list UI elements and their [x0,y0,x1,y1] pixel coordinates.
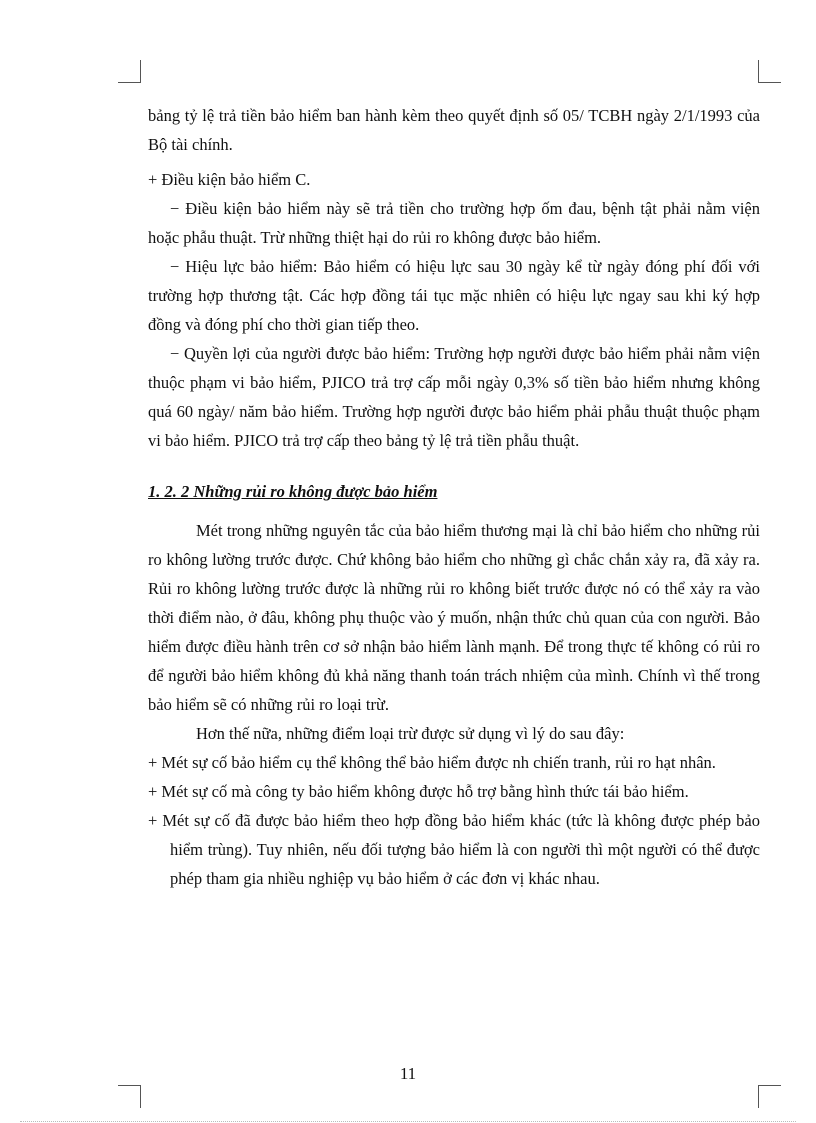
paragraph-principle: Mét trong những nguyên tắc của bảo hiểm thương mại là chỉ bảo hiểm cho những rủi ro không lường trước được. Chứ không bảo hiểm cho những gì chắc chắn xảy ra, đã xảy ra. Rủi ro không lường trước được là những rủi ro không biết trước được nó có thể xảy ra vào thời điểm nào, ở đâu, không phụ thuộc vào ý muốn, nhận thức chủ quan của con người. Bảo hiểm được điều hành trên cơ sở nhận bảo hiểm lành mạnh. Để trong thực tế không có rủi ro để người bảo hiểm không đủ khả năng thanh toán trách nhiệm của mình. Chính vì thế trong bảo hiểm sẽ có những rủi ro loại trừ. [148,521,760,714]
paragraph-reasons-intro: Hơn thế nữa, những điểm loại trừ được sử dụng vì lý do sau đây: [196,724,625,743]
section-heading: 1. 2. 2 Những rủi ro không được bảo hiểm [148,482,438,501]
page-bottom-divider [20,1121,796,1122]
crop-mark-top-right [758,60,781,83]
paragraph-continuation: bảng tỷ lệ trả tiền bảo hiểm ban hành kèm theo quyết định số 05/ TCBH ngày 2/1/1993 của Bộ tài chính. [148,106,760,154]
list-item-reason-3: + Mét sự cố đã được bảo hiểm theo hợp đồng bảo hiểm khác (tức là không được phép bảo hiểm trùng). Tuy nhiên, nếu đối tượng bảo hiểm là con người thì một người có thể được phép tham gia nhiều nghiệp vụ bảo hiểm ở các đơn vị khác nhau. [148,811,760,888]
paragraph-condition-c: + Điều kiện bảo hiểm C. [148,170,311,189]
paragraph-benefits: − Quyền lợi của người được bảo hiểm: Trường hợp người được bảo hiểm phải nằm viện thuộc phạm vi bảo hiểm, PJICO trả trợ cấp mỗi ngày 0,3% số tiền bảo hiểm nhưng không quá 60 ngày/ năm bảo hiểm. Trường hợp người được bảo hiểm phải phẫu thuật thuộc phạm vi bảo hiểm. PJICO trả trợ cấp theo bảng tỷ lệ trả tiền phẫu thuật. [148,344,760,450]
crop-mark-top-left [118,60,141,83]
list-item-reason-1: + Mét sự cố bảo hiểm cụ thể không thể bảo hiểm được nh chiến tranh, rủi ro hạt nhân. [148,753,716,772]
crop-mark-bottom-left [118,1085,141,1108]
list-item-reason-2: + Mét sự cố mà công ty bảo hiểm không được hỗ trợ bằng hình thức tái bảo hiểm. [148,782,689,801]
paragraph-validity: − Hiệu lực bảo hiểm: Bảo hiểm có hiệu lực sau 30 ngày kể từ ngày đóng phí đối với trường hợp thương tật. Các hợp đồng tái tục mặc nhiên có hiệu lực ngay sau khi ký hợp đồng và đóng phí cho thời gian tiếp theo. [148,257,760,334]
document-body [148,101,760,893]
page-number: 11 [399,1064,417,1083]
crop-mark-bottom-right [758,1085,781,1108]
paragraph-condition-scope: − Điều kiện bảo hiểm này sẽ trả tiền cho trường hợp ốm đau, bệnh tật phải nằm viện hoặc phẫu thuật. Trừ những thiệt hại do rủi ro không được bảo hiểm. [148,199,760,247]
